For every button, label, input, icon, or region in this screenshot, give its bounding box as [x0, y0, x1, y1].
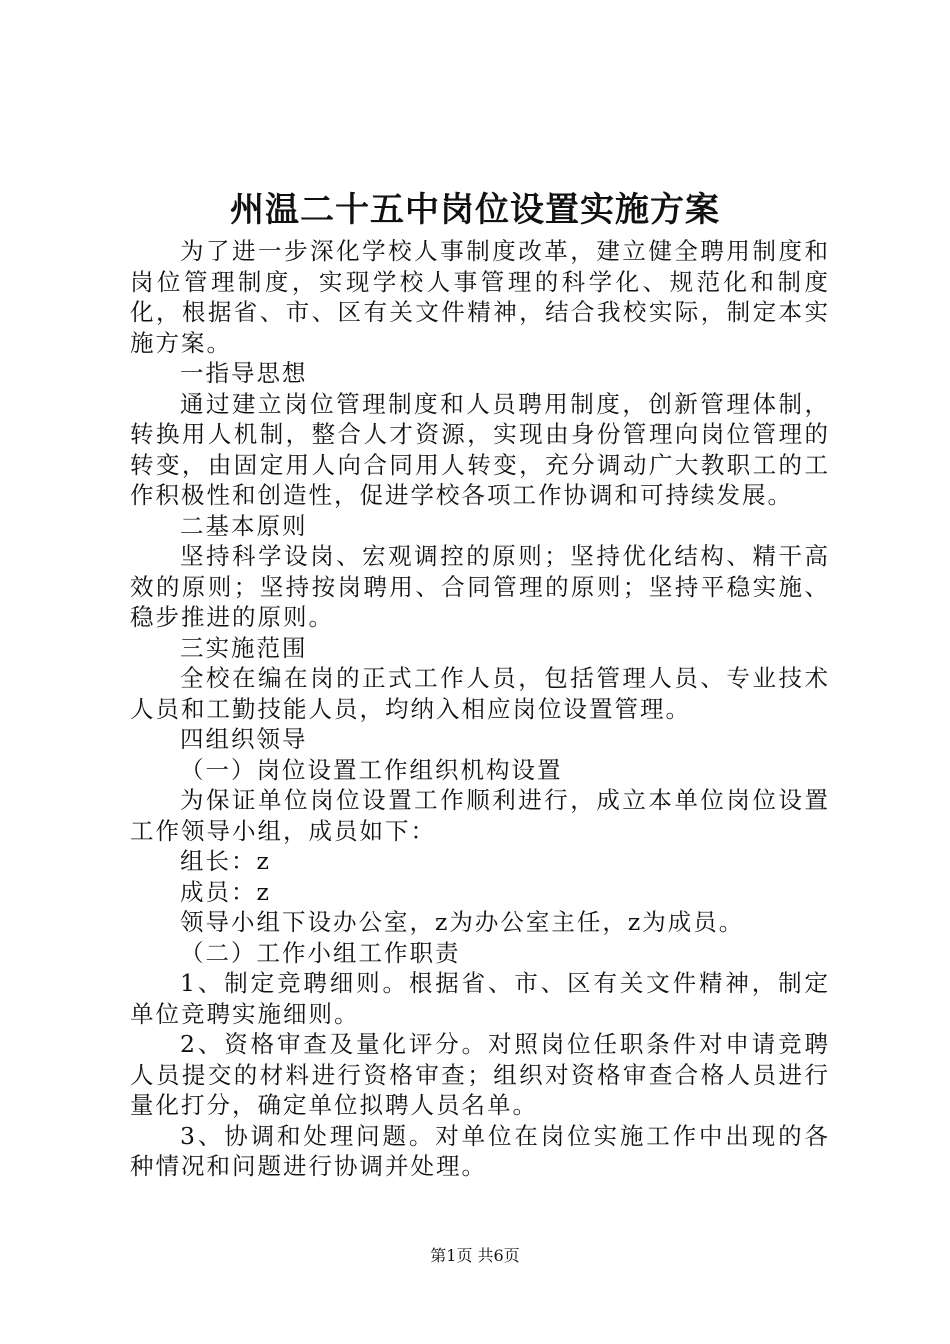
scope-paragraph: 全校在编在岗的正式工作人员，包括管理人员、专业技术人员和工勤技能人员，均纳入相应岗位设置管理。	[130, 664, 830, 723]
duty-item-1: 1、制定竞聘细则。根据省、市、区有关文件精神，制定单位竞聘实施细则。	[130, 969, 830, 1028]
document-title: 州温二十五中岗位设置实施方案	[230, 190, 720, 230]
office-line: 领导小组下设办公室，z为办公室主任，z为成员。	[180, 908, 745, 936]
section-heading-scope: 三实施范围	[180, 633, 308, 662]
intro-paragraph: 为了进一步深化学校人事制度改革，建立健全聘用制度和岗位管理制度，实现学校人事管理的科学化、规范化和制度化，根据省、市、区有关文件精神，结合我校实际，制定本实施方案。	[130, 237, 830, 357]
document-body	[130, 236, 830, 1182]
section-heading-guiding-ideology: 一指导思想	[180, 359, 308, 387]
page-number: 第1页 共6页	[430, 1246, 520, 1265]
section-heading-basic-principles: 二基本原则	[180, 511, 308, 540]
page-footer	[0, 1245, 950, 1267]
duty-item-3: 3、协调和处理问题。对单位在岗位实施工作中出现的各种情况和问题进行协调并处理。	[130, 1121, 830, 1180]
members-line: 成员：z	[180, 877, 271, 906]
leader-line: 组长：z	[180, 847, 271, 875]
organization-paragraph: 为保证单位岗位设置工作顺利进行，成立本单位岗位设置工作领导小组，成员如下：	[130, 786, 830, 845]
guiding-ideology-paragraph: 通过建立岗位管理制度和人员聘用制度，创新管理体制，转换用人机制，整合人才资源，实现由身份管理向岗位管理的转变，由固定用人向合同用人转变，充分调动广大教职工的工作积极性和创造性，促进学校各项工作协调和可持续发展。	[130, 389, 830, 509]
duty-item-2: 2、资格审查及量化评分。对照岗位任职条件对申请竞聘人员提交的材料进行资格审查；组织对资格审查合格人员进行量化打分，确定单位拟聘人员名单。	[130, 1030, 830, 1119]
section-heading-leadership: 四组织领导	[180, 725, 308, 753]
subsection-heading-duties: （二）工作小组工作职责	[180, 938, 461, 967]
subsection-heading-organization: （一）岗位设置工作组织机构设置	[180, 755, 563, 784]
basic-principles-paragraph: 坚持科学设岗、宏观调控的原则；坚持优化结构、精干高效的原则；坚持按岗聘用、合同管理的原则；坚持平稳实施、稳步推进的原则。	[130, 542, 830, 631]
